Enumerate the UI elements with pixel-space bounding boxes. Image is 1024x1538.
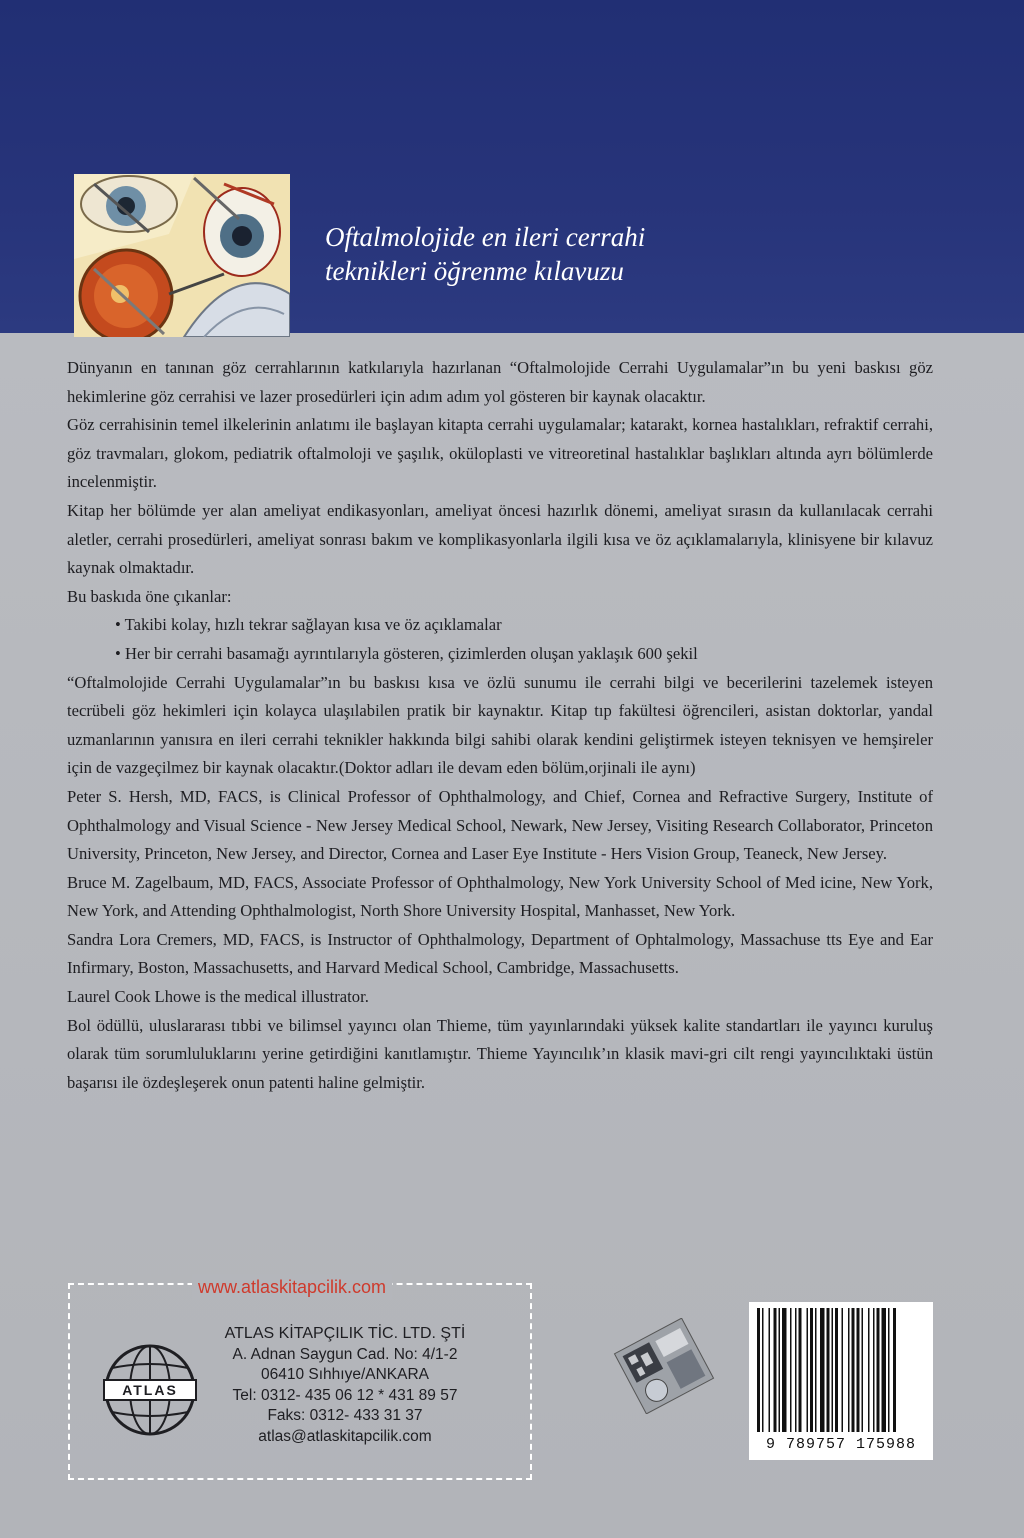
content-paragraph: Kitap her bölümde yer alan ameliyat endikasyonları, ameliyat öncesi hazırlık dönemi, ameliyat sırasın da kullanılacak cerrahi aletler, cerrahi prosedürleri, ameliyat sonrası bakım ve komplikasyonlarla ilgili kısa ve öz açıklamalarıyla, klinisyene bir kılavuz kaynak olmaktadır. — [67, 500, 933, 578]
barcode-bar — [757, 1308, 760, 1432]
hologram-sticker-icon — [612, 1318, 716, 1414]
closing-paragraph: “Oftalmolojide Cerrahi Uygulamalar”ın bu baskısı kısa ve özlü sunumu ile cerrahi bilgi ve becerilerini tazelemek isteyen tecrübeli göz hekimleri için kolayca ulaşılabilen pratik bir kaynaktır. Kitap tıp fakültesi öğrencileri, asistan doktorlar, yandal uzmanlarının yanısıra en ileri cerrahi teknikler hakkında bilgi sahibi olarak kendini geliştirmek isteyen teknisyen ve hemşireler için de vazgeçilmez bir kaynak olacaktır.(Doktor adları ile devam eden bölüm,orjinali ile aynı) — [67, 672, 933, 778]
barcode-bar — [852, 1308, 855, 1432]
highlight-item: • Her bir cerrahi basamağı ayrıntılarıyla gösteren, çizimlerden oluşan yaklaşık 600 şekil — [115, 640, 933, 669]
barcode-bar — [877, 1308, 880, 1432]
author-zagelbaum: Bruce M. Zagelbaum, MD, FACS, Associate Professor of Ophthalmology, New York University School of Med icine, New York, New York, and Attending Ophthalmologist, North Shore University Hospital, Manhasset, New York. — [67, 872, 933, 921]
publisher-name: ATLAS KİTAPÇILIK TİC. LTD. ŞTİ — [224, 1325, 466, 1342]
logo-text: ATLAS — [122, 1382, 178, 1398]
barcode-bar — [790, 1308, 792, 1432]
tagline-line-2: teknikleri öğrenme kılavuzu — [325, 256, 624, 286]
barcode-bar — [862, 1308, 864, 1432]
barcode-bar — [888, 1308, 890, 1432]
highlights-list — [67, 611, 933, 668]
intro-paragraph: Dünyanın en tanınan göz cerrahlarının katkılarıyla hazırlanan “Oftalmolojide Cerrahi Uygulamalar”ın bu yeni baskısı göz hekimlerine göz cerrahisi ve lazer prosedürleri için adım adım yol gösteren bir kaynak olacaktır. — [67, 358, 933, 406]
tagline-line-1: Oftalmolojide en ileri cerrahi — [325, 222, 646, 252]
barcode-bar — [857, 1308, 860, 1432]
barcode-bar — [774, 1308, 777, 1432]
barcode-bar — [807, 1308, 809, 1432]
barcode-bar — [873, 1308, 875, 1432]
publisher-fax: Faks: 0312- 433 31 37 — [267, 1407, 423, 1424]
barcode-bar — [893, 1308, 896, 1432]
publisher-details — [205, 1324, 485, 1447]
publisher-tel: Tel: 0312- 435 06 12 * 431 89 57 — [232, 1386, 458, 1404]
barcode-bar — [795, 1308, 797, 1432]
barcode-bar — [827, 1308, 830, 1432]
author-cremers: Sandra Lora Cremers, MD, FACS, is Instructor of Ophthalmology, Department of Ophtalmology, Massachuse tts Eye and Ear Infirmary, Boston, Massachusetts, and Harvard Medical School, Cambridge, Massachusetts. — [67, 929, 933, 978]
barcode-bar — [868, 1308, 870, 1432]
back-cover-text — [67, 354, 933, 1097]
barcode-bar — [882, 1308, 887, 1432]
barcode-bar — [762, 1308, 764, 1432]
cover-tagline — [325, 220, 645, 288]
barcode-bar — [779, 1308, 781, 1432]
barcode-bar — [848, 1308, 850, 1432]
eye-surgery-illustration — [74, 174, 290, 337]
barcode-bar — [769, 1308, 771, 1432]
barcode-bar — [832, 1308, 834, 1432]
barcode-bar — [815, 1308, 817, 1432]
illustrator-credit: Laurel Cook Lhowe is the medical illustrator. — [67, 987, 369, 1007]
barcode-bar — [810, 1308, 813, 1432]
barcode-bar — [835, 1308, 838, 1432]
barcode-bar — [820, 1308, 825, 1432]
barcode-bar — [842, 1308, 844, 1432]
publisher-address-1: A. Adnan Saygun Cad. No: 4/1-2 — [232, 1345, 458, 1363]
highlight-item: • Takibi kolay, hızlı tekrar sağlayan kısa ve öz açıklamalar — [115, 611, 933, 640]
barcode-bar — [799, 1308, 802, 1432]
author-hersh: Peter S. Hersh, MD, FACS, is Clinical Professor of Ophthalmology, and Chief, Cornea and Refractive Surgery, Institute of Ophthalmology and Visual Science - New Jersey Medical School, Newark, New Jersey, Visiting Research Collaborator, Princeton University, Princeton, New Jersey, and Director, Cornea and Laser Eye Institute - Hers Vision Group, Teaneck, New Jersey. — [67, 786, 933, 864]
publisher-url[interactable]: www.atlaskitapcilik.com — [192, 1274, 392, 1300]
atlas-globe-logo — [102, 1342, 198, 1438]
publisher-address-2: 06410 Sıhhıye/ANKARA — [260, 1366, 430, 1383]
barcode-bar — [782, 1308, 787, 1432]
highlights-heading: Bu baskıda öne çıkanlar: — [67, 586, 232, 606]
isbn-barcode — [749, 1302, 933, 1460]
publisher-email[interactable]: atlas@atlaskitapcilik.com — [258, 1427, 432, 1445]
topics-paragraph: Göz cerrahisinin temel ilkelerinin anlatımı ile başlayan kitapta cerrahi uygulamalar; katarakt, kornea hastalıkları, refraktif cerrahi, göz travmaları, glokom, pediatrik oftalmoloji ve şaşılık, oküloplasti ve vitreoretinal hastalıklar başlıkları altında ayrı bölümlerde incelenmiştir. — [67, 415, 933, 492]
isbn-number: 9 789757 175988 — [765, 1436, 917, 1453]
thieme-paragraph: Bol ödüllü, uluslararası tıbbi ve bilimsel yayıncı olan Thieme, tüm yayınlarındaki yüksek kalite standartları ile yayıncı kuruluş olarak tüm sorumluluklarını yerine getirdiğini kanıtlamıştır. Thieme Yayıncılık’ın klasik mavi-gri cilt rengi yayıncılıktaki üstün başarısı ile özdeşleşerek onun patenti haline gelmiştir. — [67, 1015, 933, 1092]
